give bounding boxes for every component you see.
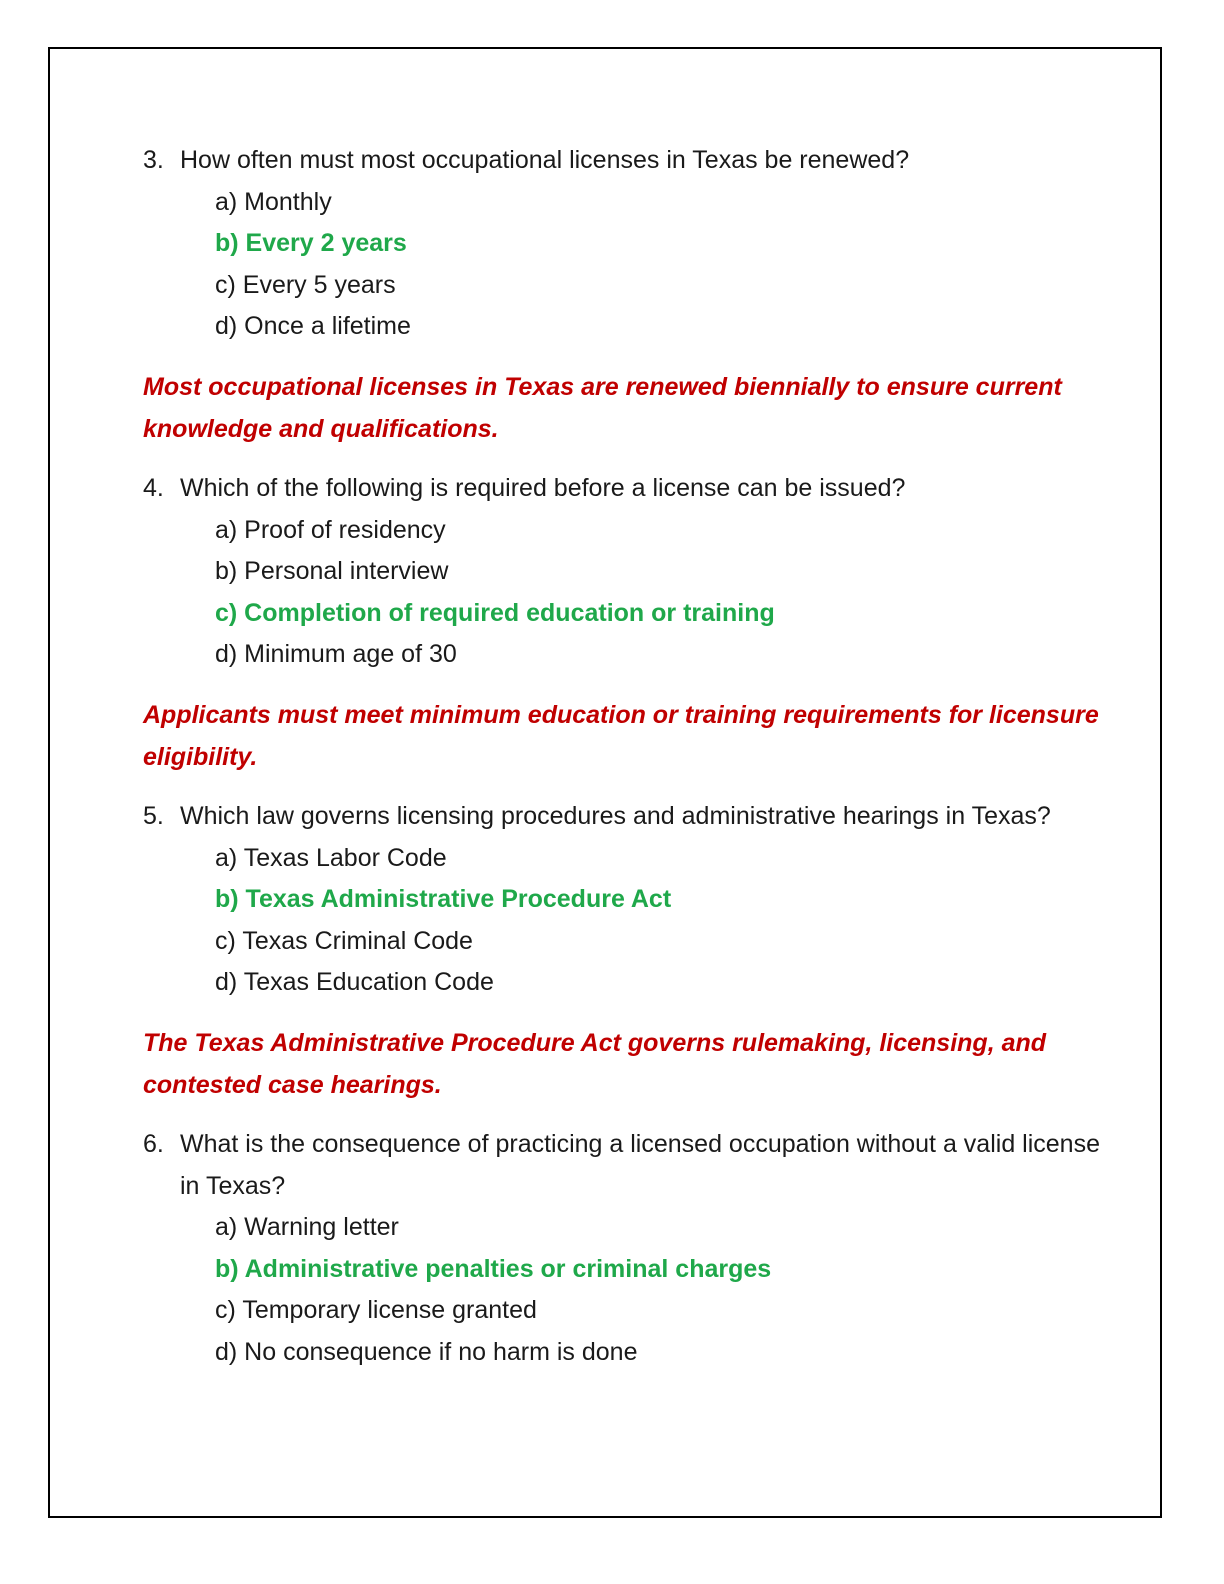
option-b-correct: b) Every 2 years bbox=[215, 229, 407, 258]
question-text: How often must most occupational licenses in Texas be renewed? bbox=[180, 146, 910, 174]
question-text: Which of the following is required before a license can be issued? bbox=[180, 473, 906, 502]
question-number: 3. bbox=[143, 146, 164, 174]
option-a: a) Texas Labor Code bbox=[215, 843, 447, 872]
explanation-3: Most occupational licenses in Texas are renewed biennially to ensure current knowledge and qualifications. bbox=[143, 372, 1062, 443]
option-a: a) Monthly bbox=[215, 187, 332, 216]
question-6 bbox=[143, 1124, 1103, 1374]
question-number: 5. bbox=[143, 801, 164, 830]
option-a: a) Warning letter bbox=[215, 1213, 399, 1242]
option-d: d) Once a lifetime bbox=[215, 312, 411, 341]
question-5 bbox=[143, 796, 1103, 1004]
option-c: c) Every 5 years bbox=[215, 270, 396, 299]
question-number: 6. bbox=[143, 1129, 164, 1158]
explanation-5: The Texas Administrative Procedure Act governs rulemaking, licensing, and contested case hearings. bbox=[143, 1028, 1047, 1099]
question-text: Which law governs licensing procedures and administrative hearings in Texas? bbox=[180, 801, 1051, 830]
option-c-correct: c) Completion of required education or training bbox=[215, 598, 775, 627]
option-c: c) Temporary license granted bbox=[215, 1296, 537, 1325]
option-b: b) Personal interview bbox=[215, 557, 449, 586]
option-d: d) Minimum age of 30 bbox=[215, 640, 457, 669]
option-c: c) Texas Criminal Code bbox=[215, 926, 473, 955]
question-list bbox=[143, 140, 1103, 1373]
explanation-4: Applicants must meet minimum education or training requirements for licensure eligibility. bbox=[143, 700, 1099, 771]
option-b-correct: b) Administrative penalties or criminal charges bbox=[215, 1254, 772, 1283]
option-a: a) Proof of residency bbox=[215, 515, 446, 544]
option-b-correct: b) Texas Administrative Procedure Act bbox=[215, 885, 672, 914]
question-text: What is the consequence of practicing a licensed occupation without a valid license in Texas? bbox=[180, 1129, 1100, 1200]
question-4 bbox=[143, 468, 1103, 676]
question-number: 4. bbox=[143, 473, 164, 502]
question-3 bbox=[143, 140, 1103, 348]
option-d: d) Texas Education Code bbox=[215, 968, 494, 997]
option-d: d) No consequence if no harm is done bbox=[215, 1337, 638, 1366]
